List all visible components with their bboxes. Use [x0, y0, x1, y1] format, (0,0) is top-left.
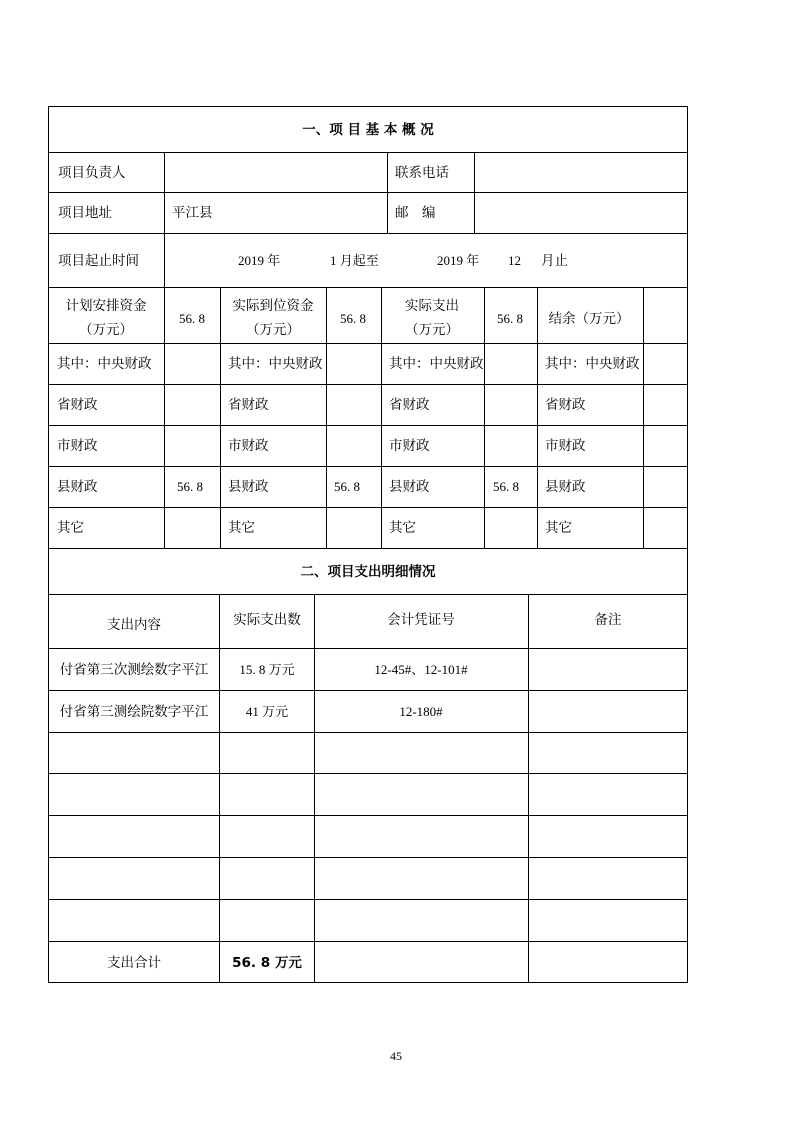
rule — [48, 690, 688, 691]
rule — [164, 152, 165, 233]
breakdown-county-arrived: 56. 8 — [334, 479, 360, 494]
total-label: 支出合计 — [107, 955, 161, 971]
breakdown-province-label: 省财政 — [389, 397, 430, 413]
rule — [48, 899, 688, 900]
expense-content: 付省第三测绘院数字平江 — [59, 704, 209, 720]
breakdown-province-label: 省财政 — [57, 397, 98, 413]
breakdown-county-label: 县财政 — [545, 479, 586, 495]
postcode-label: 邮 编 — [395, 205, 436, 221]
breakdown-city-label: 市财政 — [228, 438, 269, 454]
phone-label: 联系电话 — [395, 165, 449, 181]
arrived-funds-value: 56. 8 — [340, 311, 366, 326]
breakdown-central-label: 其中：中央财政 — [57, 356, 152, 372]
expense-voucher: 12-45#、12-101# — [374, 662, 468, 677]
address-value: 平江县 — [172, 205, 213, 221]
breakdown-county-label: 县财政 — [389, 479, 430, 495]
expense-voucher: 12-180# — [399, 704, 443, 719]
section1-title: 一、项 目 基 本 概 况 — [302, 122, 434, 138]
period-label: 项目起止时间 — [58, 253, 139, 269]
arrived-funds-unit: （万元） — [246, 322, 300, 338]
rule — [48, 548, 688, 549]
breakdown-county-planned: 56. 8 — [177, 479, 203, 494]
planned-funds-value: 56. 8 — [179, 311, 205, 326]
header-note: 备注 — [594, 612, 622, 628]
rule — [48, 425, 688, 426]
balance-label: 结余（万元） — [548, 311, 630, 327]
rule — [387, 152, 388, 233]
page-number: 45 — [390, 1049, 402, 1063]
breakdown-other-label: 其它 — [228, 520, 255, 536]
breakdown-county-label: 县财政 — [57, 479, 98, 495]
rule — [164, 287, 165, 548]
section2-title: 二、项目支出明细情况 — [300, 564, 436, 580]
period-start-year: 2019 年 — [238, 253, 281, 268]
breakdown-central-label: 其中：中央财政 — [228, 356, 323, 372]
rule — [220, 287, 221, 548]
period-end-month: 12 — [508, 253, 521, 268]
spent-funds-value: 56. 8 — [497, 311, 523, 326]
breakdown-other-label: 其它 — [389, 520, 416, 536]
rule — [48, 732, 688, 733]
breakdown-central-label: 其中：中央财政 — [389, 356, 484, 372]
rule — [48, 648, 688, 649]
breakdown-central-label: 其中：中央财政 — [545, 356, 640, 372]
expense-amount: 15. 8 万元 — [239, 662, 295, 677]
breakdown-city-label: 市财政 — [545, 438, 586, 454]
address-label: 项目地址 — [58, 205, 112, 221]
rule — [314, 594, 315, 983]
rule — [48, 466, 688, 467]
breakdown-city-label: 市财政 — [57, 438, 98, 454]
breakdown-province-label: 省财政 — [228, 397, 269, 413]
header-voucher: 会计凭证号 — [387, 612, 455, 628]
breakdown-county-spent: 56. 8 — [493, 479, 519, 494]
rule — [381, 287, 382, 548]
rule — [48, 507, 688, 508]
rule — [474, 152, 475, 233]
planned-funds-label: 计划安排资金 — [65, 298, 147, 314]
breakdown-county-label: 县财政 — [228, 479, 269, 495]
rule — [48, 233, 688, 234]
expense-content: 付省第三次测绘数字平江 — [59, 662, 209, 678]
rule — [48, 857, 688, 858]
rule — [48, 343, 688, 344]
rule — [643, 287, 644, 548]
period-end-suffix: 月止 — [541, 253, 568, 269]
rule — [164, 233, 165, 287]
rule — [48, 941, 688, 942]
breakdown-city-label: 市财政 — [389, 438, 430, 454]
breakdown-other-label: 其它 — [57, 520, 84, 536]
period-end-year: 2019 年 — [437, 253, 480, 268]
rule — [48, 594, 688, 595]
project-leader-label: 项目负责人 — [58, 165, 126, 181]
rule — [48, 815, 688, 816]
breakdown-province-label: 省财政 — [545, 397, 586, 413]
period-start-month: 1 月起至 — [330, 253, 379, 268]
rule — [484, 287, 485, 548]
planned-funds-unit: （万元） — [79, 322, 133, 338]
rule — [48, 192, 688, 193]
arrived-funds-label: 实际到位资金 — [232, 298, 314, 314]
expense-amount: 41 万元 — [245, 704, 289, 719]
rule — [48, 287, 688, 288]
rule — [219, 594, 220, 983]
rule — [48, 773, 688, 774]
header-amount: 实际支出数 — [233, 612, 301, 628]
breakdown-other-label: 其它 — [545, 520, 572, 536]
spent-funds-label: 实际支出 — [405, 298, 459, 314]
rule — [537, 287, 538, 548]
rule — [48, 152, 688, 153]
spent-funds-unit: （万元） — [405, 322, 459, 338]
project-table — [48, 106, 688, 983]
rule — [48, 384, 688, 385]
header-content: 支出内容 — [107, 617, 161, 633]
rule — [326, 287, 327, 548]
rule — [528, 594, 529, 983]
total-value: 56. 8 万元 — [232, 955, 302, 971]
